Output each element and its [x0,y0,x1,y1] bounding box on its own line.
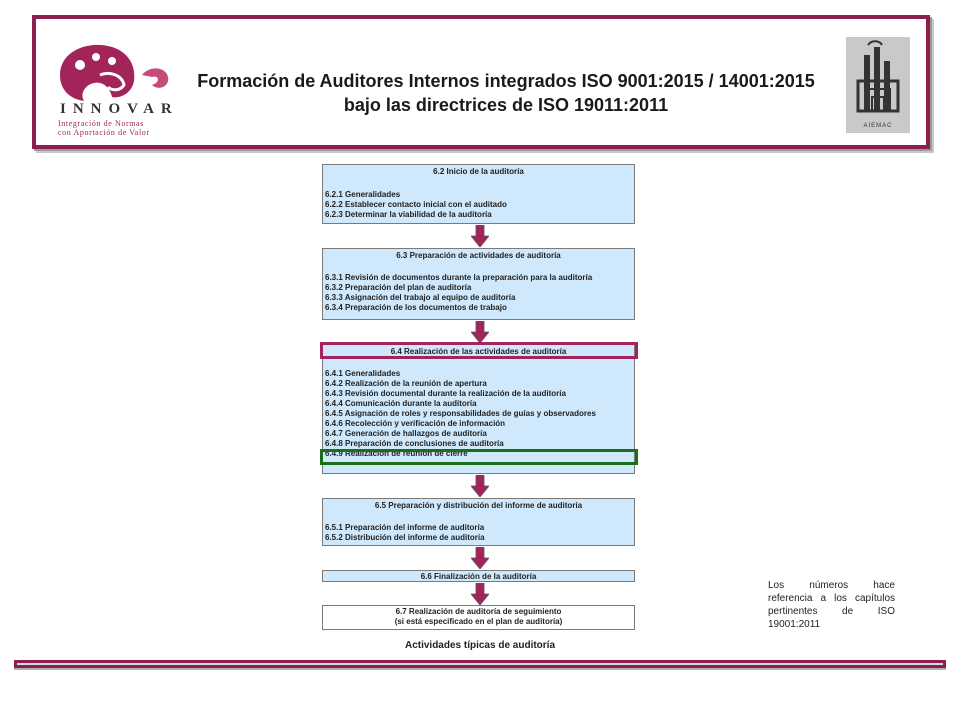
box-finalizacion-auditoria [322,570,635,582]
box-subtitle: (si está especificado en el plan de auditoría) [394,617,563,626]
list-item: 6.4.9 Realización de reunión de cierre [325,449,468,458]
side-note: Los números hace referencia a los capítulos pertinentes de ISO 19001:2011 [768,580,895,630]
box-title: 6.5 Preparación y distribución del informe de auditoría [374,501,583,510]
list-item: 6.4.7 Generación de hallazgos de auditoría [325,429,487,438]
list-item: 6.4.6 Recolección y verificación de información [325,419,506,428]
list-item: 6.4.5 Asignación de roles y responsabilidades de guías y observadores [325,409,596,418]
box-items [325,369,596,459]
box-title: 6.2 Inicio de la auditoría [433,167,524,176]
box-items [325,190,507,220]
arrow-down-icon [471,583,489,605]
list-item: 6.4.2 Realización de la reunión de apertura [325,379,487,388]
list-item: 6.5.1 Preparación del informe de auditoría [325,523,485,532]
box-title: 6.6 Finalización de la auditoría [420,572,537,581]
arrow-down-icon [471,321,489,343]
aiemac-logo-text: AIEMAC [863,123,893,129]
list-item: 6.3.1 Revisión de documentos durante la preparación para la auditoría [325,273,593,282]
arrow-down-icon [471,225,489,247]
brand-tagline-line-1: Integración de Normas [58,119,144,128]
list-item: 6.3.2 Preparación del plan de auditoría [325,283,472,292]
list-item: 6.2.3 Determinar la viabilidad de la auditoría [325,210,492,219]
aiemac-logo [846,37,910,133]
page-title: Formación de Auditores Internos integrados ISO 9001:2015 / 14001:2015 bajo las directrices de ISO 19011:2011 [197,71,815,115]
diagram-caption: Actividades típicas de auditoría [404,640,556,651]
box-title: 6.4 Realización de las actividades de auditoría [390,347,567,356]
box-informe-auditoria [322,498,635,546]
list-item: 6.4.8 Preparación de conclusiones de auditoría [325,439,504,448]
brand-name: INNOVAR [60,101,179,117]
arrow-down-icon [471,475,489,497]
list-item: 6.3.4 Preparación de los documentos de trabajo [325,303,507,312]
header-banner [32,15,930,149]
box-auditoria-seguimiento [322,605,635,630]
arrow-down-icon [471,547,489,569]
list-item: 6.3.3 Asignación del trabajo al equipo de auditoría [325,293,516,302]
list-item: 6.4.3 Revisión documental durante la realización de la auditoría [325,389,566,398]
brand-tagline [58,119,150,137]
list-item: 6.2.2 Establecer contacto inicial con el auditado [325,200,507,209]
box-preparacion-actividades [322,248,635,320]
list-item: 6.4.4 Comunicación durante la auditoría [325,399,477,408]
list-item: 6.4.1 Generalidades [325,369,401,378]
box-items [325,273,592,313]
highlight-item-6-4-8 [320,449,638,465]
box-inicio-auditoria [322,164,635,224]
highlight-section-6-4 [320,342,638,359]
list-item: 6.2.1 Generalidades [325,190,401,199]
box-items [325,523,485,543]
brand-tagline-line-2: con Aportación de Valor [58,128,150,137]
list-item: 6.5.2 Distribución del informe de auditoría [325,533,485,542]
box-title: 6.7 Realización de auditoría de seguimiento [395,607,562,616]
box-title: 6.3 Preparación de actividades de auditoría [396,251,561,260]
footer-bar [14,660,946,668]
factory-icon [846,37,910,117]
